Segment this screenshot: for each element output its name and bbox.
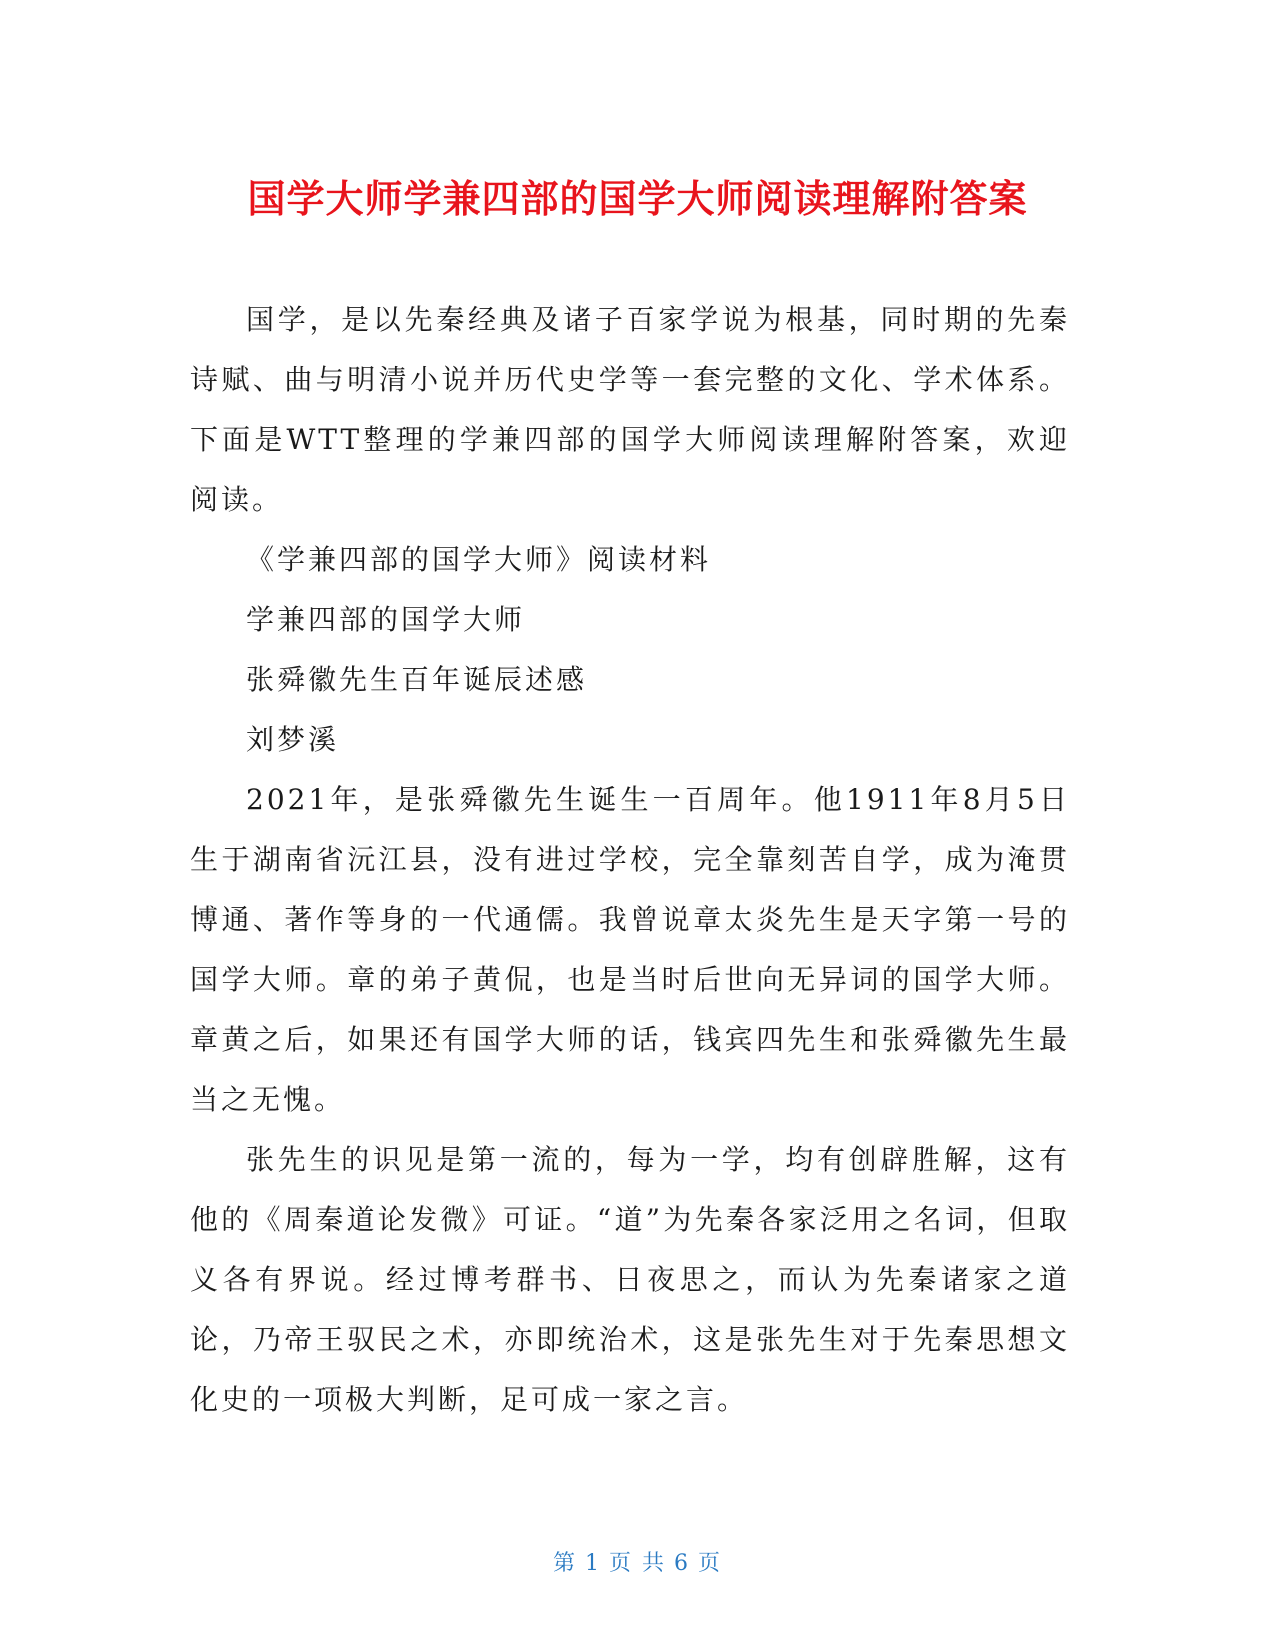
footer-suffix: 页 xyxy=(698,1551,723,1576)
page-footer xyxy=(0,1546,1275,1577)
footer-prefix: 第 xyxy=(552,1551,577,1576)
material-heading: 《学兼四部的国学大师》阅读材料 xyxy=(246,543,712,576)
body-paragraph: 2021年，是张舜徽先生诞生一百周年。他1911年8月5日生于湖南省沅江县，没有进过学校，完全靠刻苦自学，成为淹贯博通、著作等身的一代通儒。我曾说章太炎先生是天字第一号的国学大师。章的弟子黄侃，也是当时后世向无异词的国学大师。章黄之后，如果还有国学大师的话，钱宾四先生和张舜徽先生最当之无愧。 xyxy=(190,783,1070,1116)
article-author: 刘梦溪 xyxy=(246,723,340,756)
article-title: 学兼四部的国学大师 xyxy=(246,603,526,636)
total-pages-number: 6 xyxy=(674,1551,690,1576)
article-subtitle: 张舜徽先生百年诞辰述感 xyxy=(246,663,588,696)
intro-paragraph: 国学，是以先秦经典及诸子百家学说为根基，同时期的先秦诗赋、曲与明清小说并历代史学等一套完整的文化、学术体系。下面是WTT整理的学兼四部的国学大师阅读理解附答案，欢迎阅读。 xyxy=(190,303,1070,516)
document-body xyxy=(190,290,1070,1430)
current-page-number: 1 xyxy=(585,1551,601,1576)
body-paragraph: 张先生的识见是第一流的，每为一学，均有创辟胜解，这有他的《周秦道论发微》可证。“道”为先秦各家泛用之名词，但取义各有界说。经过博考群书、日夜思之，而认为先秦诸家之道论，乃帝王驭民之术，亦即统治术，这是张先生对于先秦思想文化史的一项极大判断，足可成一家之言。 xyxy=(190,1143,1070,1416)
document-title: 国学大师学兼四部的国学大师阅读理解附答案 xyxy=(247,177,1028,221)
footer-middle: 页 共 xyxy=(609,1551,666,1576)
